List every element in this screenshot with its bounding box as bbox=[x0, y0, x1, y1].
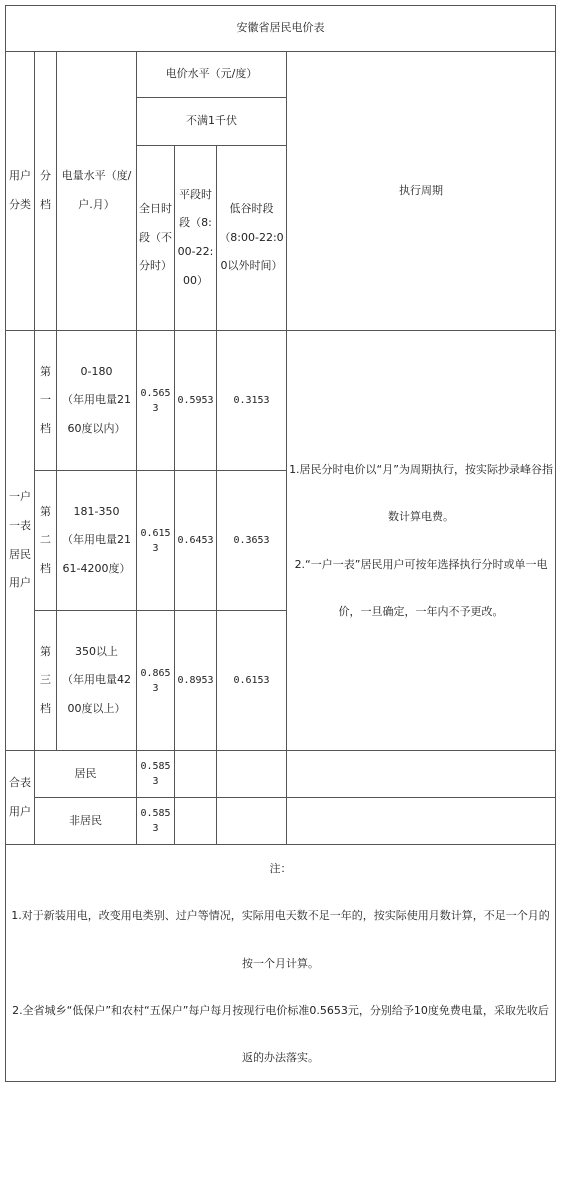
table-title: 安徽省居民电价表 bbox=[6, 6, 556, 52]
empty-cell bbox=[175, 798, 217, 845]
price-flat: 0.6453 bbox=[175, 471, 217, 611]
tier-consumption bbox=[57, 611, 137, 751]
electricity-price-table bbox=[5, 5, 556, 1082]
period-cell bbox=[287, 331, 556, 751]
merged-row-label: 居民 bbox=[35, 751, 137, 798]
period-note: 1.居民分时电价以“月”为周期执行，按实际抄录峰谷指数计算电费。 bbox=[289, 462, 553, 524]
notes-heading: 注： bbox=[269, 862, 292, 875]
price-all-day: 0.8653 bbox=[137, 611, 175, 751]
tier-label: 第二档 bbox=[35, 471, 57, 611]
price-all-day: 0.5653 bbox=[137, 331, 175, 471]
header-period: 执行周期 bbox=[287, 52, 556, 331]
header-flat: 平段时段（8:00-22:00） bbox=[175, 146, 217, 331]
price-all-day: 0.6153 bbox=[137, 471, 175, 611]
header-all-day: 全日时段（不分时） bbox=[137, 146, 175, 331]
note-item: 2.全省城乡“低保户”和农村“五保户”每户每月按现行电价标准0.5653元，分别给予10度免费电量，采取先收后返的办法落实。 bbox=[12, 1003, 549, 1065]
header-user-category: 用户分类 bbox=[6, 52, 35, 331]
tier-label: 第一档 bbox=[35, 331, 57, 471]
price-flat: 0.5953 bbox=[175, 331, 217, 471]
merged-row-label: 非居民 bbox=[35, 798, 137, 845]
tier-range: 181-350 bbox=[73, 504, 120, 518]
price-all-day: 0.5853 bbox=[137, 751, 175, 798]
empty-cell bbox=[287, 751, 556, 798]
tier-range: 0-180 bbox=[80, 364, 113, 378]
header-valley: 低谷时段（8:00-22:00以外时间） bbox=[217, 146, 287, 331]
tier-annual: （年用电量2161-4200度） bbox=[62, 533, 131, 575]
empty-cell bbox=[287, 798, 556, 845]
table-row bbox=[6, 751, 556, 798]
tier-annual: （年用电量2160度以内） bbox=[62, 393, 131, 435]
tier-label: 第三档 bbox=[35, 611, 57, 751]
price-flat: 0.8953 bbox=[175, 611, 217, 751]
price-valley: 0.6153 bbox=[217, 611, 287, 751]
tier-consumption bbox=[57, 331, 137, 471]
price-all-day: 0.5853 bbox=[137, 798, 175, 845]
tier-consumption bbox=[57, 471, 137, 611]
empty-cell bbox=[217, 798, 287, 845]
table-row bbox=[6, 331, 556, 471]
price-valley: 0.3653 bbox=[217, 471, 287, 611]
tier-annual: （年用电量4200度以上） bbox=[62, 673, 131, 715]
period-note: 2.“一户一表”居民用户可按年选择执行分时或单一电价，一旦确定，一年内不予更改。 bbox=[294, 557, 548, 618]
notes-section bbox=[6, 845, 556, 1082]
header-consumption-level: 电量水平（度/户.月） bbox=[57, 52, 137, 331]
empty-cell bbox=[175, 751, 217, 798]
header-tier: 分档 bbox=[35, 52, 57, 331]
price-valley: 0.3153 bbox=[217, 331, 287, 471]
header-price-level: 电价水平（元/度） bbox=[137, 52, 287, 98]
table-row bbox=[6, 798, 556, 845]
tier-range: 350以上 bbox=[75, 644, 118, 658]
group-one-household: 一户一表居民用户 bbox=[6, 331, 35, 751]
header-voltage: 不满1千伏 bbox=[137, 98, 287, 146]
note-item: 1.对于新装用电，改变用电类别、过户等情况，实际用电天数不足一年的，按实际使用月数计算，不足一个月的按一个月计算。 bbox=[11, 909, 550, 970]
group-merged-meter: 合表用户 bbox=[6, 751, 35, 845]
empty-cell bbox=[217, 751, 287, 798]
